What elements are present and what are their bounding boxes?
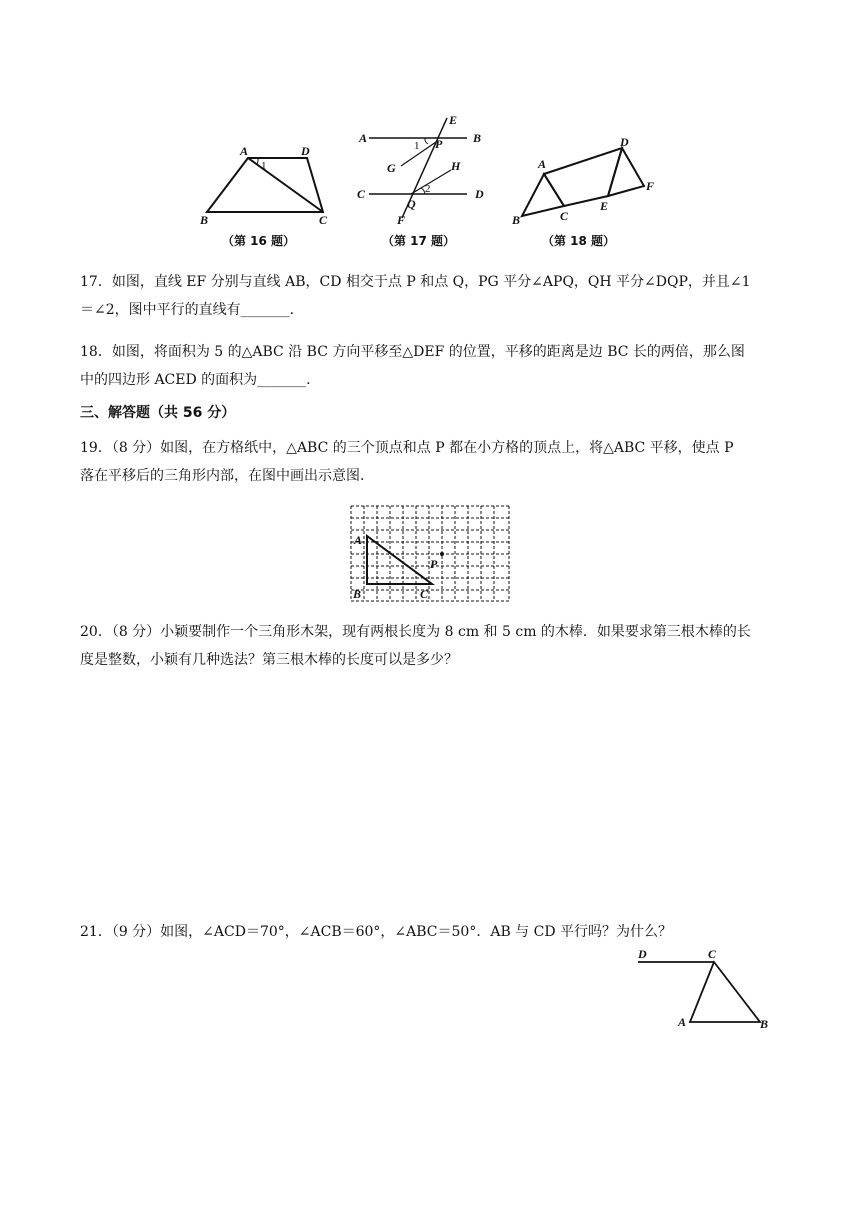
fig19-label-a: A <box>354 533 363 547</box>
fig21-label-a: A <box>678 1015 687 1029</box>
fig17-label-h: H <box>451 159 461 173</box>
section-3-heading: 三、解答题（共 56 分） <box>80 405 236 421</box>
fig17-label-d: D <box>475 187 484 201</box>
figure-16 <box>195 140 345 230</box>
fig18-label-f: F <box>646 179 655 193</box>
fig18-label-b: B <box>512 213 521 227</box>
figure-17-caption: （第 17 题） <box>382 234 456 248</box>
figure-18 <box>508 134 658 230</box>
fig17-label-e: E <box>449 113 458 127</box>
question-18-line-1: 18．如图，将面积为 5 的△ABC 沿 BC 方向平移至△DEF 的位置，平移的距离是边 BC 长的两倍，那么图 <box>80 344 745 360</box>
figure-16-caption: （第 16 题） <box>222 234 296 248</box>
question-18-line-2: 中的四边形 ACED 的面积为_______. <box>80 372 311 388</box>
figure-21-diagram <box>630 946 780 1036</box>
figure-21 <box>630 946 780 1036</box>
question-19-line-2: 落在平移后的三角形内部，在图中画出示意图. <box>80 468 365 484</box>
fig17-label-c: C <box>357 187 366 201</box>
fig17-label-p: P <box>435 137 443 151</box>
question-17 <box>80 268 780 324</box>
fig21-label-d: D <box>638 947 647 961</box>
fig18-label-a: A <box>538 157 547 171</box>
fig17-label-b: B <box>473 131 482 145</box>
fig16-label-b: B <box>200 213 209 227</box>
question-17-line-1: 17．如图，直线 EF 分别与直线 AB，CD 相交于点 P 和点 Q，PG 平分∠APQ，QH 平分∠DQP，并且∠1 <box>80 274 751 290</box>
question-20-line-2: 度是整数，小颖有几种选法？第三根木棒的长度可以是多少？ <box>80 652 458 668</box>
question-20-line-1: 20．（8 分）小颖要制作一个三角形木架，现有两根长度为 8 cm 和 5 cm 的木棒．如果要求第三根木棒的长 <box>80 624 751 640</box>
question-17-line-2: ＝∠2，图中平行的直线有_______. <box>80 302 295 318</box>
fig19-label-c: C <box>420 587 429 601</box>
fig17-label-f: F <box>397 213 406 224</box>
figure-19-diagram <box>346 502 516 608</box>
figure-16-diagram <box>195 140 345 230</box>
question-20 <box>80 618 780 674</box>
fig16-label-a: A <box>240 144 249 158</box>
fig21-label-c: C <box>708 947 717 961</box>
fig18-label-c: C <box>560 209 569 223</box>
fig17-label-a: A <box>359 131 368 145</box>
fig16-label-c: C <box>319 213 328 227</box>
figure-17-diagram <box>355 112 495 224</box>
figure-17 <box>355 112 495 224</box>
fig18-label-d: D <box>620 135 629 149</box>
figure-18-caption: （第 18 题） <box>542 234 616 248</box>
fig21-label-b: B <box>760 1017 769 1031</box>
fig18-label-e: E <box>600 199 609 213</box>
question-21 <box>80 918 780 946</box>
fig17-angle-2: 2 <box>425 183 431 195</box>
fig17-label-q: Q <box>407 197 416 211</box>
question-19 <box>80 434 780 490</box>
figure-18-diagram <box>508 134 658 230</box>
fig16-angle-1: 1 <box>261 160 267 172</box>
figure-19-grid <box>346 502 516 608</box>
fig17-angle-1: 1 <box>414 140 420 152</box>
fig16-label-d: D <box>301 144 310 158</box>
question-19-line-1: 19．（8 分）如图，在方格纸中，△ABC 的三个顶点和点 P 都在小方格的顶点上，将△ABC 平移，使点 P <box>80 440 734 456</box>
fig17-label-g: G <box>387 161 396 175</box>
question-21-line-1: 21．（9 分）如图，∠ACD＝70°，∠ACB＝60°，∠ABC＝50°．AB 与 CD 平行吗？为什么？ <box>80 924 673 940</box>
question-18 <box>80 338 780 394</box>
fig19-label-b: B <box>353 587 362 601</box>
fig19-label-p: P <box>430 557 438 571</box>
